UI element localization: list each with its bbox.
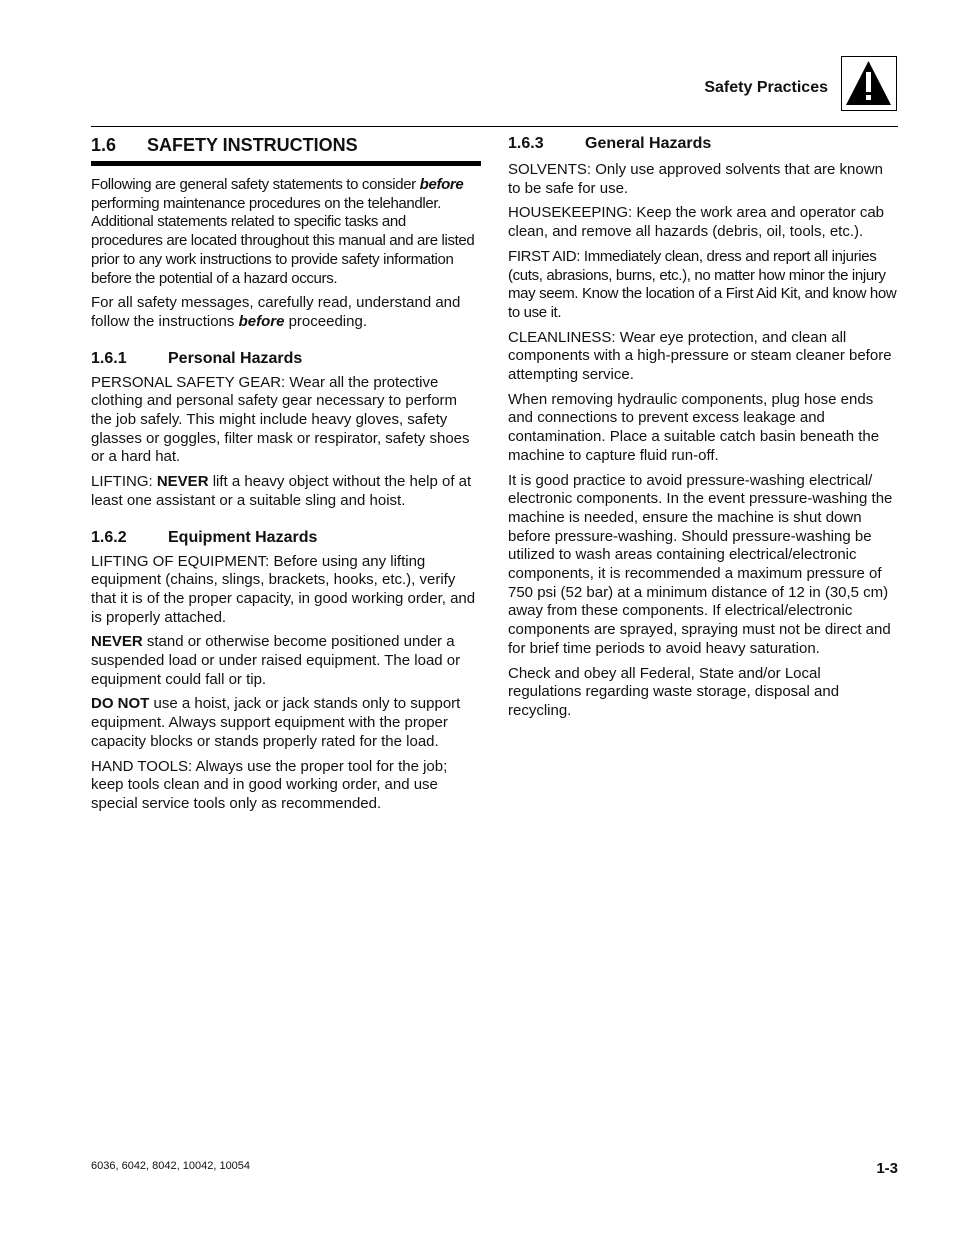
lifting-paragraph: LIFTING: NEVER lift a heavy object without the help of at least one assistant or a suitable sling and hoist.: [91, 473, 472, 509]
do-not-paragraph: DO NOT use a hoist, jack or jack stands only to support equipment. Always support equipment with the proper capacity blocks or stands properly rated for the load.: [91, 695, 461, 750]
housekeeping-paragraph: HOUSEKEEPING: Keep the work area and operator cab clean, and remove all hazards (debris, oil, tools, etc.).: [508, 204, 885, 241]
hand-tools-paragraph: HAND TOOLS: Always use the proper tool for the job; keep tools clean and in good working order, and use special service tools only as recommended.: [91, 757, 448, 812]
section-title-text: SAFETY INSTRUCTIONS: [147, 135, 358, 155]
section-number: 1.6: [91, 135, 117, 155]
pressure-washing-paragraph: It is good practice to avoid pressure-washing electrical/ electronic components. In the event pressure-washing the machine is needed, ensure the machine is shut down before pressure-washing. Should pressure-washing be utilized to wash areas containing electrical/electronic components, it is recommended a maximum pressure of 750 psi (52 bar) at a minimum distance of 12 in (30,5 cm) away from these components. If electrical/electronic components are sprayed, spraying must not be direct and for brief time periods to avoid heavy saturation.: [508, 471, 893, 657]
hydraulic-paragraph: When removing hydraulic components, plug hose ends and connections to prevent excess leakage and contamination. Place a suitable catch basin beneath the machine to capture fluid run-off.: [508, 390, 880, 464]
subsection-title-general: 1.6.3 General Hazards: [508, 135, 712, 152]
lifting-of-equipment-paragraph: LIFTING OF EQUIPMENT: Before using any lifting equipment (chains, slings, brackets, hooks, etc.), verify that it is of the proper capacity, in good working order, and is properly attached.: [91, 552, 476, 626]
page-number: 1-3: [876, 1160, 898, 1177]
never-stand-paragraph: NEVER stand or otherwise become positioned under a suspended load or under raised equipment. The load or equipment could fall or tip.: [91, 633, 461, 688]
intro-paragraph-2: For all safety messages, carefully read, understand and follow the instructions before proceeding.: [91, 294, 461, 330]
cleanliness-paragraph: CLEANLINESS: Wear eye protection, and clean all components with a high-pressure or steam cleaner before attempting service.: [508, 328, 892, 384]
right-column: [508, 132, 898, 727]
solvents-paragraph: SOLVENTS: Only use approved solvents that are known to be safe for use.: [508, 161, 883, 197]
first-aid-paragraph: FIRST AID: Immediately clean, dress and report all injuries (cuts, abrasions, burns, etc.), no matter how minor the injury may seem. Know the location of a First Aid Kit, and know how to use it.: [508, 247, 897, 321]
section-title: [91, 135, 481, 166]
left-column: [91, 132, 481, 820]
header-rule: [91, 126, 898, 127]
regulations-paragraph: Check and obey all Federal, State and/or Local regulations regarding waste storage, disposal and recycling.: [508, 664, 840, 719]
intro-paragraph-1: Following are general safety statements to consider before performing maintenance procedures on the telehandler. Additional statements related to specific tasks and procedures are located throughout this manual and are listed prior to any work instructions to provide safety information before the potential of a hazard occurs.: [91, 176, 475, 287]
footer-models: 6036, 6042, 8042, 10042, 10054: [91, 1160, 251, 1172]
subsection-title-equipment: 1.6.2 Equipment Hazards: [91, 528, 318, 546]
page-header-title: Safety Practices: [704, 79, 828, 96]
warning-triangle-icon: [841, 56, 897, 111]
personal-safety-gear-paragraph: PERSONAL SAFETY GEAR: Wear all the protective clothing and personal safety gear necessary to perform the job safely. This might include heavy gloves, safety glasses or goggles, filter mask or respirator, safety shoes or a hard hat.: [91, 373, 470, 466]
subsection-title-personal: 1.6.1 Personal Hazards: [91, 349, 303, 367]
